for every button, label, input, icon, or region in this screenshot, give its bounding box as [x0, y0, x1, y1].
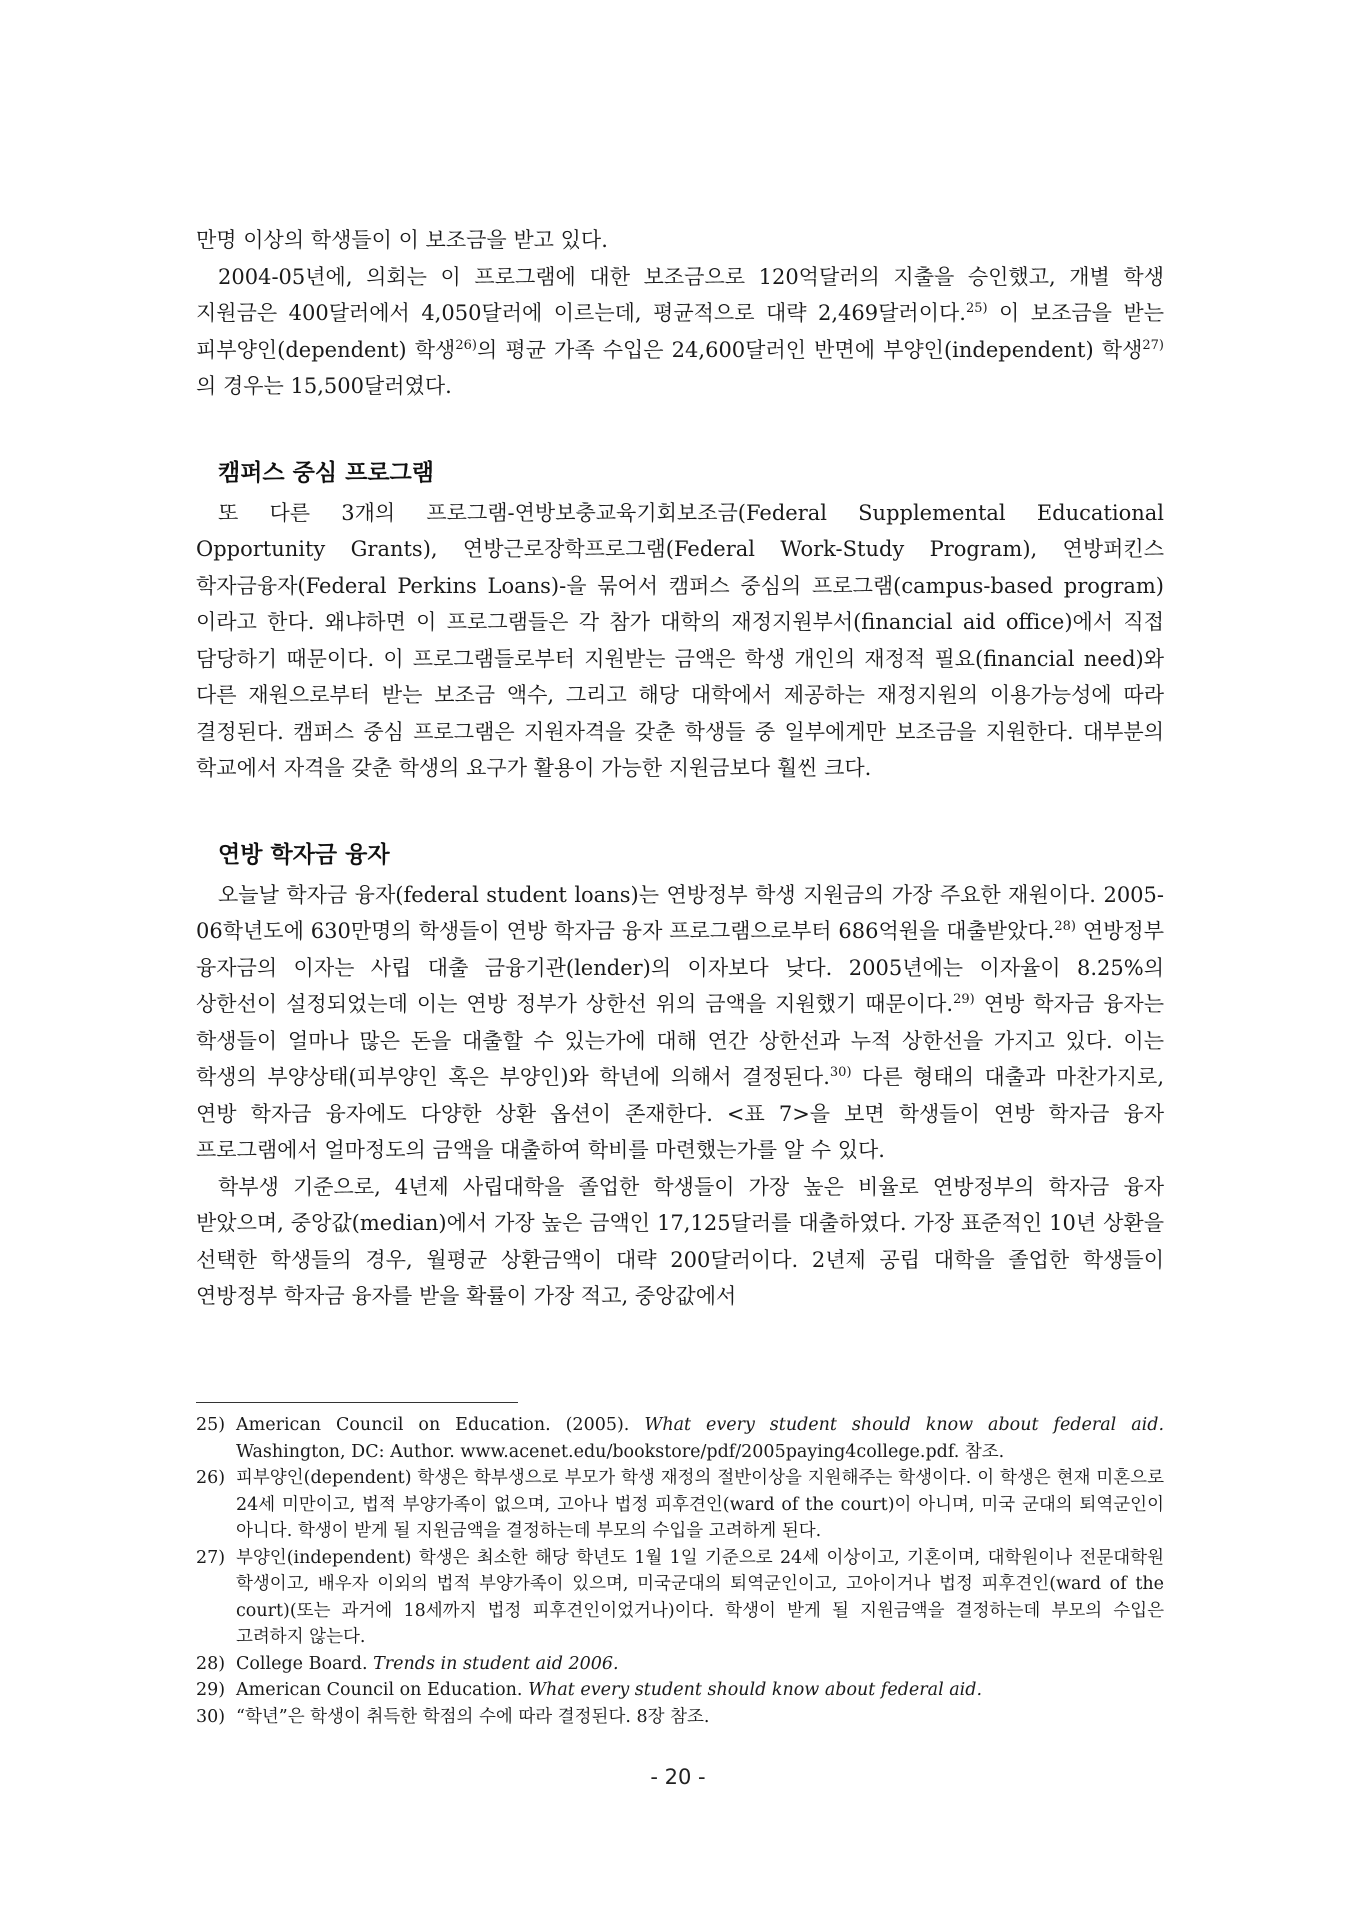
page-number: - 20 - — [650, 1765, 706, 1789]
footnote-30 — [196, 1704, 1164, 1731]
footnote-title: Trends in student aid 2006. — [373, 1653, 619, 1674]
footnote-title: What every student should know about federal aid. — [528, 1680, 983, 1700]
footnote-ref-30[interactable]: 30) — [829, 1065, 852, 1080]
loans-text-1d: 다른 형태의 대출과 마찬가지로, 연방 학자금 융자에도 다양한 상환 옵션이 존재한다. <표 7>을 보면 학생들이 연방 학자금 융자 프로그램에서 얼마정도의 금액을 대출하여 학비를 마련했는가를 알 수 있다. — [196, 1065, 1164, 1162]
footnote-number: 29) — [196, 1680, 226, 1700]
footnote-text: 피부양인(dependent) 학생은 학부생으로 부모가 학생 재정의 절반이상을 지원해주는 학생이다. 이 학생은 현재 미혼으로 24세 미만이고, 법적 부양가족이 없으며, 고아나 법정 피후견인(ward of the court)이 아니며, 미국 군대의 퇴역군인이 아니다. 학생이 받게 될 지원금액을 결정하는데 부모의 수입을 고려하게 된다. — [236, 1468, 1164, 1541]
intro-text-2a: 2004-05년에, 의회는 이 프로그램에 대한 보조금으로 120억달러의 지출을 승인했고, 개별 학생 지원금은 400달러에서 4,050달러에 이르는데, 평균적으로 대략 2,469달러이다. — [196, 264, 1164, 325]
intro-paragraph-2 — [196, 259, 1164, 405]
footnote-text-part: American Council on Education. — [236, 1680, 529, 1700]
footnote-29 — [196, 1677, 1164, 1704]
campus-text: 또 다른 3개의 프로그램-연방보충교육기회보조금(Federal Supplemental Educational Opportunity Grants), 연방근로장학프로그램(Federal Work-Study Program), 연방퍼킨스 학자금융자(Federal Perkins Loans)-을 묶어서 캠퍼스 중심의 프로그램(campus-based program)이라고 한다. 왜냐하면 이 프로그램들은 각 참가 대학의 재정지원부서(financial aid office)에서 직접 담당하기 때문이다. 이 프로그램들로부터 지원받는 금액은 학생 개인의 재정적 필요(financial need)와 다른 재원으로부터 받는 보조금 액수, 그리고 해당 대학에서 제공하는 재정지원의 이용가능성에 따라 결정된다. 캠퍼스 중심 프로그램은 지원자격을 갖춘 학생들 중 일부에게만 보조금을 지원한다. 대부분의 학교에서 자격을 갖춘 학생의 요구가 활용이 가능한 지원금보다 훨씬 크다. — [196, 500, 1164, 780]
document-body — [196, 222, 1164, 1315]
footnote-number: 28) — [196, 1653, 226, 1674]
footnote-text: 부양인(independent) 학생은 최소한 해당 학년도 1월 1일 기준으로 24세 이상이고, 기혼이며, 대학원이나 전문대학원 학생이고, 배우자 이외의 법적 부양가족이 있으며, 미국군대의 퇴역군인이고, 고아이거나 법정 피후견인(ward of the court)(또는 과거에 18세까지 법정 피후견인이었거나)이다. 학생이 받게 될 지원금액을 결정하는데 부모의 수입은 고려하지 않는다. — [236, 1547, 1164, 1647]
spacer — [196, 405, 1164, 455]
footnote-28 — [196, 1651, 1164, 1678]
footnote-text — [236, 1651, 1164, 1678]
footnote-27 — [196, 1545, 1164, 1651]
footnote-number: 25) — [196, 1415, 226, 1435]
footnote-number: 30) — [196, 1706, 226, 1727]
intro-text-2b: 이 보조금을 받는 피부양인(dependent) 학생 — [196, 301, 1165, 362]
footnotes — [196, 1412, 1164, 1730]
footnote-number: 26) — [196, 1468, 226, 1488]
intro-text-2c: 의 평균 가족 수입은 24,600달러인 반면에 부양인(independent) 학생 — [476, 337, 1143, 362]
campus-section-heading: 캠퍼스 중심 프로그램 — [218, 459, 434, 486]
footnote-text-part: American Council on Education. (2005). — [236, 1415, 645, 1435]
spacer — [196, 787, 1164, 837]
loans-text-2: 학부생 기준으로, 4년제 사립대학을 졸업한 학생들이 가장 높은 비율로 연방정부의 학자금 융자 받았으며, 중앙값(median)에서 가장 높은 금액인 17,125달러를 대출하였다. 가장 표준적인 10년 상환을 선택한 학생들의 경우, 월평균 상환금액이 대략 200달러이다. 2년제 공립 대학을 졸업한 학생들이 연방정부 학자금 융자를 받을 확률이 가장 적고, 중앙값에서 — [196, 1174, 1164, 1308]
footnote-ref-26[interactable]: 26) — [455, 337, 477, 353]
loans-paragraph-2 — [196, 1169, 1164, 1315]
footnote-25 — [196, 1412, 1164, 1465]
footnote-text — [236, 1677, 1164, 1704]
footnote-26 — [196, 1465, 1164, 1545]
footnote-title: What every student should know about federal aid. — [644, 1415, 1165, 1435]
footnote-ref-25[interactable]: 25) — [965, 301, 988, 316]
intro-text-1: 만명 이상의 학생들이 이 보조금을 받고 있다. — [196, 228, 608, 252]
loans-section-heading: 연방 학자금 융자 — [218, 841, 390, 868]
loans-text-1b: 연방정부 융자금의 이자는 사립 대출 금융기관(lender)의 이자보다 낮다. 2005년에는 이자율이 8.25%의 상한선이 설정되었는데 이는 연방 정부가 상한선 위의 금액을 지원했기 때문이다. — [196, 919, 1164, 1016]
loans-text-1a: 오늘날 학자금 융자(federal student loans)는 연방정부 학생 지원금의 가장 주요한 재원이다. 2005-06학년도에 630만명의 학생들이 연방 학자금 융자 프로그램으로부터 686억원을 대출받았다. — [196, 882, 1164, 943]
loans-paragraph-1 — [196, 877, 1164, 1169]
footnote-text: “학년”은 학생이 취득한 학점의 수에 따라 결정된다. 8장 참조. — [236, 1706, 710, 1727]
intro-text-2d: 의 경우는 15,500달러였다. — [196, 374, 452, 398]
footnote-text — [236, 1412, 1164, 1465]
footnote-text-part: Washington, DC: Author. www.acenet.edu/bookstore/pdf/2005paying4college.pdf. 참조. — [236, 1441, 1005, 1462]
footnote-number: 27) — [196, 1547, 226, 1568]
footnote-divider — [196, 1402, 518, 1403]
footnote-text-part: College Board. — [236, 1653, 374, 1674]
campus-paragraph — [196, 495, 1164, 787]
footnote-ref-27[interactable]: 27) — [1142, 337, 1164, 353]
footnote-ref-28[interactable]: 28) — [1054, 919, 1076, 934]
loans-text-1c: 연방 학자금 융자는 학생들이 얼마나 많은 돈을 대출할 수 있는가에 대해 연간 상한선과 누적 상한선을 가지고 있다. 이는 학생의 부양상태(피부양인 혹은 부양인)와 학년에 의해서 결정된다. — [196, 992, 1164, 1089]
footnote-ref-29[interactable]: 29) — [953, 992, 975, 1007]
intro-paragraph-1 — [196, 222, 1164, 259]
